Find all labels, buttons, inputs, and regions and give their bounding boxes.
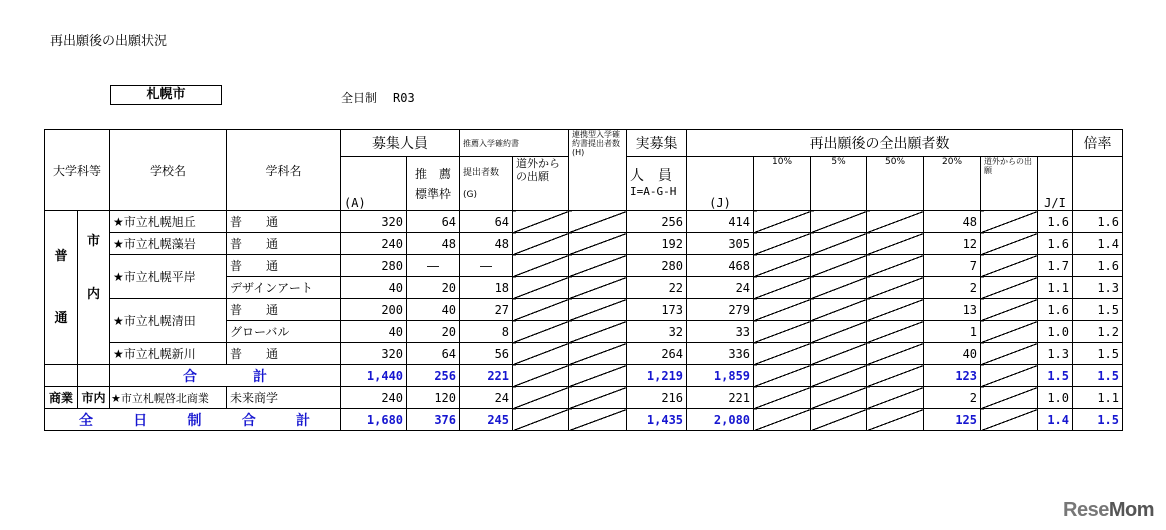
header-suisen-doc: 推薦入学確約書 — [460, 130, 569, 157]
cell-ratio: 1.6 — [1038, 211, 1073, 233]
cell-g: 48 — [460, 233, 513, 255]
header-recruit-a: (A) — [341, 157, 407, 211]
cell-slashed — [811, 277, 867, 299]
cell-a: 1,680 — [341, 409, 407, 431]
cell-p20: 13 — [924, 299, 981, 321]
page-title: 再出願後の出願状況 — [50, 34, 168, 49]
header-dept-name: 学科名 — [227, 130, 341, 211]
group-futsu — [45, 211, 78, 365]
cell-slashed — [513, 233, 569, 255]
cell-i: 192 — [627, 233, 687, 255]
cell-slashed — [569, 343, 627, 365]
cell-g: 64 — [460, 211, 513, 233]
cell-slashed — [754, 255, 811, 277]
cell-slashed — [569, 409, 627, 431]
cell-slashed — [754, 343, 811, 365]
cell-slashed — [867, 387, 924, 409]
header-ratio: 倍率 — [1073, 130, 1123, 157]
cell-slashed — [867, 299, 924, 321]
cell-slashed — [513, 409, 569, 431]
cell-slashed — [981, 299, 1038, 321]
blank-cell — [45, 365, 78, 387]
cell-prev: 1.3 — [1073, 277, 1123, 299]
cell-i: 173 — [627, 299, 687, 321]
course-type: 全日制 — [341, 91, 378, 105]
cell-p20: 2 — [924, 277, 981, 299]
cell-slashed — [981, 233, 1038, 255]
cell-s: ― — [407, 255, 460, 277]
table-row — [45, 255, 1123, 277]
school-name: ★市立札幌清田 — [110, 299, 227, 343]
cell-j: 2,080 — [687, 409, 754, 431]
header-recruit: 募集人員 — [341, 130, 460, 157]
header-p10: 10% — [754, 157, 811, 211]
cell-i: 264 — [627, 343, 687, 365]
group-shinai: 市内 — [78, 387, 110, 409]
cell-slashed — [981, 277, 1038, 299]
cell-slashed — [867, 321, 924, 343]
cell-slashed — [754, 277, 811, 299]
table-row — [45, 343, 1123, 365]
header-row-1 — [45, 130, 1123, 157]
cell-slashed — [981, 211, 1038, 233]
cell-p20: 40 — [924, 343, 981, 365]
cell-ratio: 1.3 — [1038, 343, 1073, 365]
cell-slashed — [754, 365, 811, 387]
cell-slashed — [513, 343, 569, 365]
group-shinai-2: 内 — [87, 287, 101, 302]
cell-a: 40 — [341, 321, 407, 343]
cell-g: 56 — [460, 343, 513, 365]
cell-i: 22 — [627, 277, 687, 299]
cell-slashed — [811, 299, 867, 321]
cell-slashed — [867, 255, 924, 277]
cell-slashed — [513, 277, 569, 299]
header-school-name: 学校名 — [110, 130, 227, 211]
cell-slashed — [811, 211, 867, 233]
cell-ratio: 1.0 — [1038, 321, 1073, 343]
cell-prev: 1.1 — [1073, 387, 1123, 409]
cell-slashed — [867, 233, 924, 255]
table-row — [45, 299, 1123, 321]
header-p5: 5% — [811, 157, 867, 211]
school-name: ★市立札幌平岸 — [110, 255, 227, 299]
header-ratio-ji: J/I — [1038, 157, 1073, 211]
dept-name: 普 通 — [227, 343, 341, 365]
cell-p20: 12 — [924, 233, 981, 255]
city-label: 札幌市 — [110, 85, 222, 105]
dept-name: 未来商学 — [227, 387, 341, 409]
cell-p20: 125 — [924, 409, 981, 431]
cell-prev: 1.6 — [1073, 255, 1123, 277]
cell-s: 376 — [407, 409, 460, 431]
header-suisen-g: (G) — [463, 189, 478, 200]
logo-text-1: Rese — [1063, 499, 1109, 521]
cell-ratio: 1.1 — [1038, 277, 1073, 299]
cell-slashed — [867, 343, 924, 365]
cell-s: 256 — [407, 365, 460, 387]
header-real-2 — [627, 157, 687, 211]
cell-slashed — [569, 277, 627, 299]
cell-slashed — [811, 321, 867, 343]
cell-a: 320 — [341, 211, 407, 233]
cell-slashed — [811, 387, 867, 409]
cell-slashed — [981, 321, 1038, 343]
cell-slashed — [513, 211, 569, 233]
cell-slashed — [754, 387, 811, 409]
cell-p20: 1 — [924, 321, 981, 343]
cell-slashed — [754, 299, 811, 321]
cell-a: 320 — [341, 343, 407, 365]
cell-j: 33 — [687, 321, 754, 343]
cell-p20: 7 — [924, 255, 981, 277]
resemom-logo — [1063, 499, 1154, 522]
cell-prev: 1.6 — [1073, 211, 1123, 233]
cell-slashed — [754, 321, 811, 343]
subtotal-row — [45, 365, 1123, 387]
cell-j: 414 — [687, 211, 754, 233]
cell-j: 24 — [687, 277, 754, 299]
school-name: ★市立札幌啓北商業 — [110, 387, 227, 409]
grand-label-3: 制 — [187, 412, 202, 429]
school-name: ★市立札幌新川 — [110, 343, 227, 365]
cell-slashed — [867, 409, 924, 431]
cell-prev: 1.5 — [1073, 409, 1123, 431]
cell-slashed — [867, 277, 924, 299]
cell-p20: 2 — [924, 387, 981, 409]
cell-slashed — [569, 255, 627, 277]
cell-s: 20 — [407, 321, 460, 343]
cell-ratio: 1.6 — [1038, 233, 1073, 255]
cell-slashed — [754, 233, 811, 255]
cell-slashed — [513, 321, 569, 343]
logo-text-2: Mom — [1108, 499, 1154, 521]
cell-j: 305 — [687, 233, 754, 255]
cell-a: 240 — [341, 387, 407, 409]
blank-cell — [78, 365, 110, 387]
cell-i: 1,219 — [627, 365, 687, 387]
cell-s: 64 — [407, 211, 460, 233]
header-outside: 道外からの出願 — [513, 157, 569, 211]
group-shinai-1: 市 — [87, 234, 101, 249]
table-row — [45, 387, 1123, 409]
grand-label-2: 日 — [133, 412, 148, 429]
year-label: R03 — [393, 91, 415, 105]
header-suisen-2: 標準枠 — [415, 186, 452, 201]
group-futsu-1: 普 — [54, 248, 68, 264]
cell-j: 1,859 — [687, 365, 754, 387]
cell-slashed — [569, 233, 627, 255]
cell-slashed — [811, 233, 867, 255]
cell-prev: 1.4 — [1073, 233, 1123, 255]
cell-i: 256 — [627, 211, 687, 233]
cell-slashed — [569, 211, 627, 233]
cell-slashed — [981, 409, 1038, 431]
cell-ratio: 1.4 — [1038, 409, 1073, 431]
cell-prev: 1.5 — [1073, 299, 1123, 321]
cell-slashed — [569, 387, 627, 409]
group-shinai — [78, 211, 110, 365]
header-outside-2: 道外からの出願 — [981, 157, 1038, 211]
cell-j: 221 — [687, 387, 754, 409]
cell-ratio: 1.0 — [1038, 387, 1073, 409]
group-shogyo: 商業 — [45, 387, 78, 409]
cell-j: 279 — [687, 299, 754, 321]
header-j: (J) — [687, 157, 754, 211]
header-real-formula: I=A-G-H — [630, 184, 677, 198]
cell-slashed — [569, 299, 627, 321]
cell-slashed — [811, 365, 867, 387]
cell-slashed — [981, 365, 1038, 387]
cell-s: 64 — [407, 343, 460, 365]
cell-s: 20 — [407, 277, 460, 299]
cell-p20: 123 — [924, 365, 981, 387]
cell-a: 40 — [341, 277, 407, 299]
subtotal-label: 合 計 — [110, 365, 341, 387]
cell-ratio: 1.6 — [1038, 299, 1073, 321]
cell-j: 336 — [687, 343, 754, 365]
dept-name: 普 通 — [227, 299, 341, 321]
cell-a: 240 — [341, 233, 407, 255]
grand-total-row — [45, 409, 1123, 431]
cell-prev: 1.5 — [1073, 365, 1123, 387]
cell-slashed — [811, 409, 867, 431]
header-suisen-1: 推 薦 — [415, 166, 452, 181]
table-row — [45, 233, 1123, 255]
grand-label-4: 合 — [241, 412, 256, 429]
cell-slashed — [569, 321, 627, 343]
dept-name: 普 通 — [227, 211, 341, 233]
dept-name: グローバル — [227, 321, 341, 343]
cell-slashed — [513, 387, 569, 409]
cell-slashed — [981, 387, 1038, 409]
header-p50: 50% — [867, 157, 924, 211]
cell-s: 48 — [407, 233, 460, 255]
cell-i: 1,435 — [627, 409, 687, 431]
header-suisen — [407, 157, 460, 211]
cell-g: 18 — [460, 277, 513, 299]
cell-j: 468 — [687, 255, 754, 277]
grand-total-label — [45, 409, 341, 431]
cell-s: 120 — [407, 387, 460, 409]
cell-slashed — [867, 365, 924, 387]
group-futsu-2: 通 — [54, 310, 68, 326]
cell-i: 32 — [627, 321, 687, 343]
dept-name: 普 通 — [227, 255, 341, 277]
grand-label-5: 計 — [296, 412, 310, 429]
cell-s: 40 — [407, 299, 460, 321]
cell-a: 280 — [341, 255, 407, 277]
application-table — [44, 129, 1123, 431]
cell-slashed — [811, 255, 867, 277]
cell-a: 200 — [341, 299, 407, 321]
cell-slashed — [513, 299, 569, 321]
header-real: 実募集 — [627, 130, 687, 157]
cell-prev: 1.2 — [1073, 321, 1123, 343]
cell-slashed — [513, 365, 569, 387]
cell-g: ― — [460, 255, 513, 277]
cell-slashed — [867, 211, 924, 233]
header-suisen-doc-2 — [460, 157, 513, 211]
dept-name: デザインアート — [227, 277, 341, 299]
header-total-apps: 再出願後の全出願者数 — [687, 130, 1073, 157]
grand-label-1: 全 — [79, 412, 93, 429]
header-renkei: 連携型入学確約書提出者数(H) — [569, 130, 627, 211]
header-p20: 20% — [924, 157, 981, 211]
cell-i: 280 — [627, 255, 687, 277]
header-school-type: 大学科等 — [45, 130, 110, 211]
cell-slashed — [569, 365, 627, 387]
header-real-persons: 人 員 — [630, 167, 673, 184]
school-name: ★市立札幌旭丘 — [110, 211, 227, 233]
cell-g: 221 — [460, 365, 513, 387]
cell-g: 24 — [460, 387, 513, 409]
cell-slashed — [981, 255, 1038, 277]
cell-slashed — [513, 255, 569, 277]
cell-p20: 48 — [924, 211, 981, 233]
cell-a: 1,440 — [341, 365, 407, 387]
cell-slashed — [754, 409, 811, 431]
header-suisen-doc-count: 提出者数 — [463, 167, 500, 178]
course-label — [341, 89, 415, 106]
cell-slashed — [981, 343, 1038, 365]
cell-i: 216 — [627, 387, 687, 409]
school-name: ★市立札幌藻岩 — [110, 233, 227, 255]
dept-name: 普 通 — [227, 233, 341, 255]
cell-slashed — [811, 343, 867, 365]
cell-prev: 1.5 — [1073, 343, 1123, 365]
cell-ratio: 1.7 — [1038, 255, 1073, 277]
cell-g: 8 — [460, 321, 513, 343]
table-row — [45, 211, 1123, 233]
cell-ratio: 1.5 — [1038, 365, 1073, 387]
cell-slashed — [754, 211, 811, 233]
cell-g: 245 — [460, 409, 513, 431]
cell-g: 27 — [460, 299, 513, 321]
